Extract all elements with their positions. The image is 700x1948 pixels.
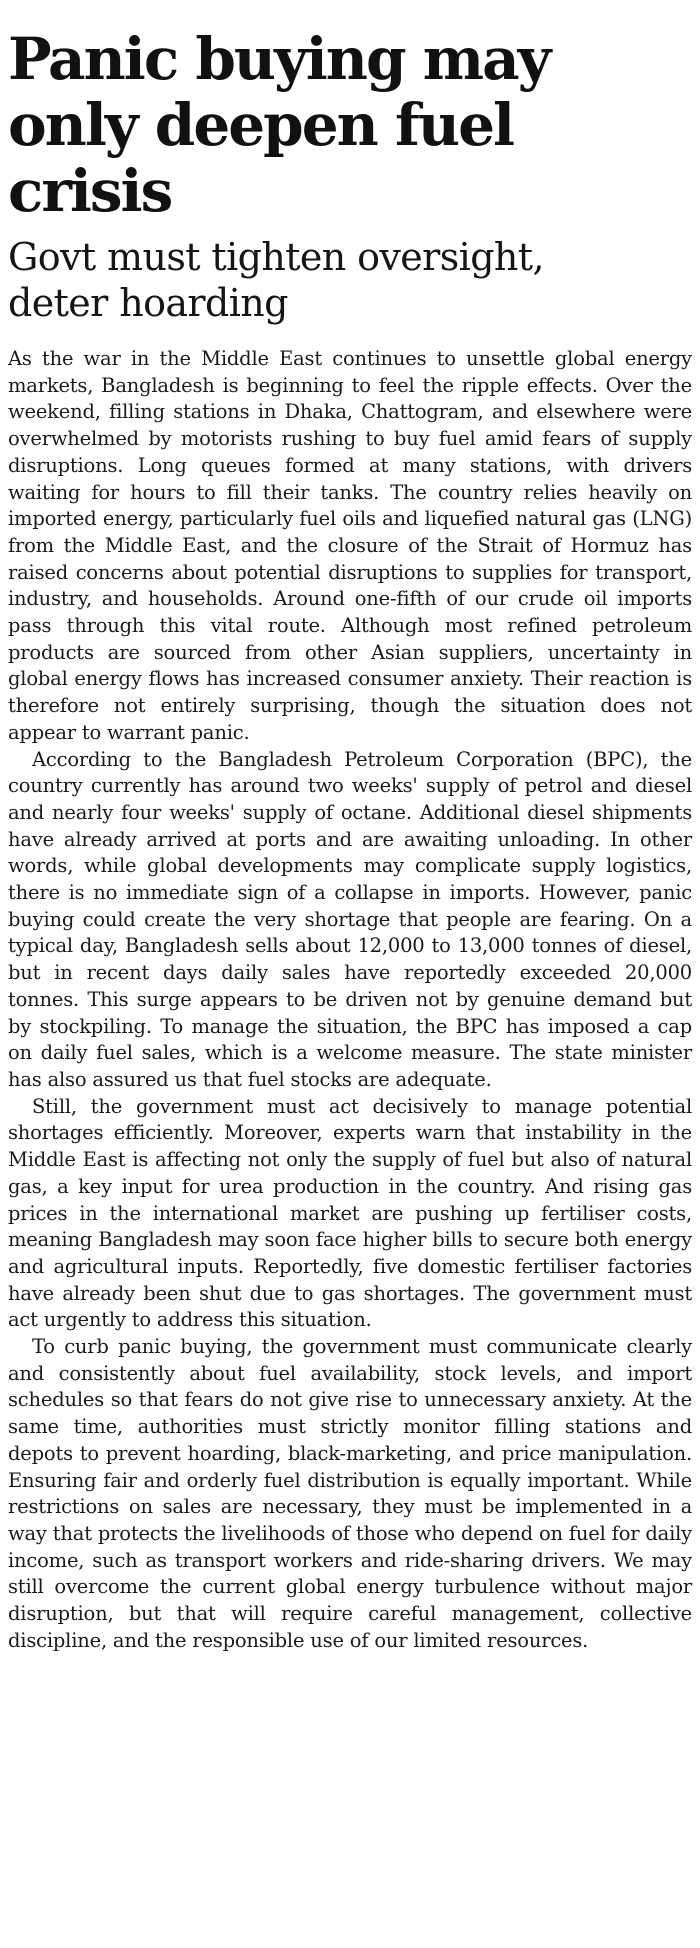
editorial-article xyxy=(8,0,692,1654)
headline-line-2: only deepen fuel crisis xyxy=(8,91,514,225)
body-paragraph-2: According to the Bangladesh Petroleum Corporation (BPC), the country currently has around two weeks' supply of petrol and diesel and nearly four weeks' supply of octane. Additional diesel shipments have already arrived at ports and are awaiting unloading. In other words, while global developments may complicate supply logistics, there is no immediate sign of a collapse in imports. However, panic buying could create the very shortage that people are fearing. On a typical day, Bangladesh sells about 12,000 to 13,000 tonnes of diesel, but in recent days daily sales have reportedly exceeded 20,000 tonnes. This surge appears to be driven not by genuine demand but by stockpiling. To manage the situation, the BPC has imposed a cap on daily fuel sales, which is a welcome measure. The state minister has also assured us that fuel stocks are adequate. xyxy=(8,747,692,1091)
subheadline xyxy=(8,234,692,326)
headline xyxy=(8,26,692,224)
body-paragraph-3: Still, the government must act decisively to manage potential shortages efficiently. Moreover, experts warn that instability in the Middle East is affecting not only the supply of fuel but also of natural gas, a key input for urea production in the country. And rising gas prices in the international market are pushing up fertiliser costs, meaning Bangladesh may soon face higher bills to secure both energy and agricultural inputs. Reportedly, five domestic fertiliser factories have already been shut due to gas shortages. The government must act urgently to address this situation. xyxy=(8,1094,692,1332)
body-paragraph-1: As the war in the Middle East continues to unsettle global energy markets, Bangladesh is beginning to feel the ripple effects. Over the weekend, filling stations in Dhaka, Chattogram, and elsewhere were overwhelmed by motorists rushing to buy fuel amid fears of supply disruptions. Long queues formed at many stations, with drivers waiting for hours to fill their tanks. The country relies heavily on imported energy, particularly fuel oils and liquefied natural gas (LNG) from the Middle East, and the closure of the Strait of Hormuz has raised concerns about potential disruptions to supplies for transport, industry, and households. Around one-fifth of our crude oil imports pass through this vital route. Although most refined petroleum products are sourced from other Asian suppliers, uncertainty in global energy flows has increased consumer anxiety. Their reaction is therefore not entirely surprising, though the situation does not appear to warrant panic. xyxy=(8,347,692,744)
subheadline-line-1: Govt must tighten oversight, xyxy=(8,235,544,279)
article-body xyxy=(8,346,692,1654)
subheadline-line-2: deter hoarding xyxy=(8,281,288,325)
body-paragraph-4: To curb panic buying, the government must communicate clearly and consistently about fuel availability, stock levels, and import schedules so that fears do not give rise to unnecessary anxiety. At the same time, authorities must strictly monitor filling stations and depots to prevent hoarding, black-marketing, and price manipulation. Ensuring fair and orderly fuel distribution is equally important. While restrictions on sales are necessary, they must be implemented in a way that protects the livelihoods of those who depend on fuel for daily income, such as transport workers and ride-sharing drivers. We may still overcome the current global energy turbulence without major disruption, but that will require careful management, collective discipline, and the responsible use of our limited resources. xyxy=(8,1335,692,1652)
headline-line-1: Panic buying may xyxy=(8,25,550,93)
